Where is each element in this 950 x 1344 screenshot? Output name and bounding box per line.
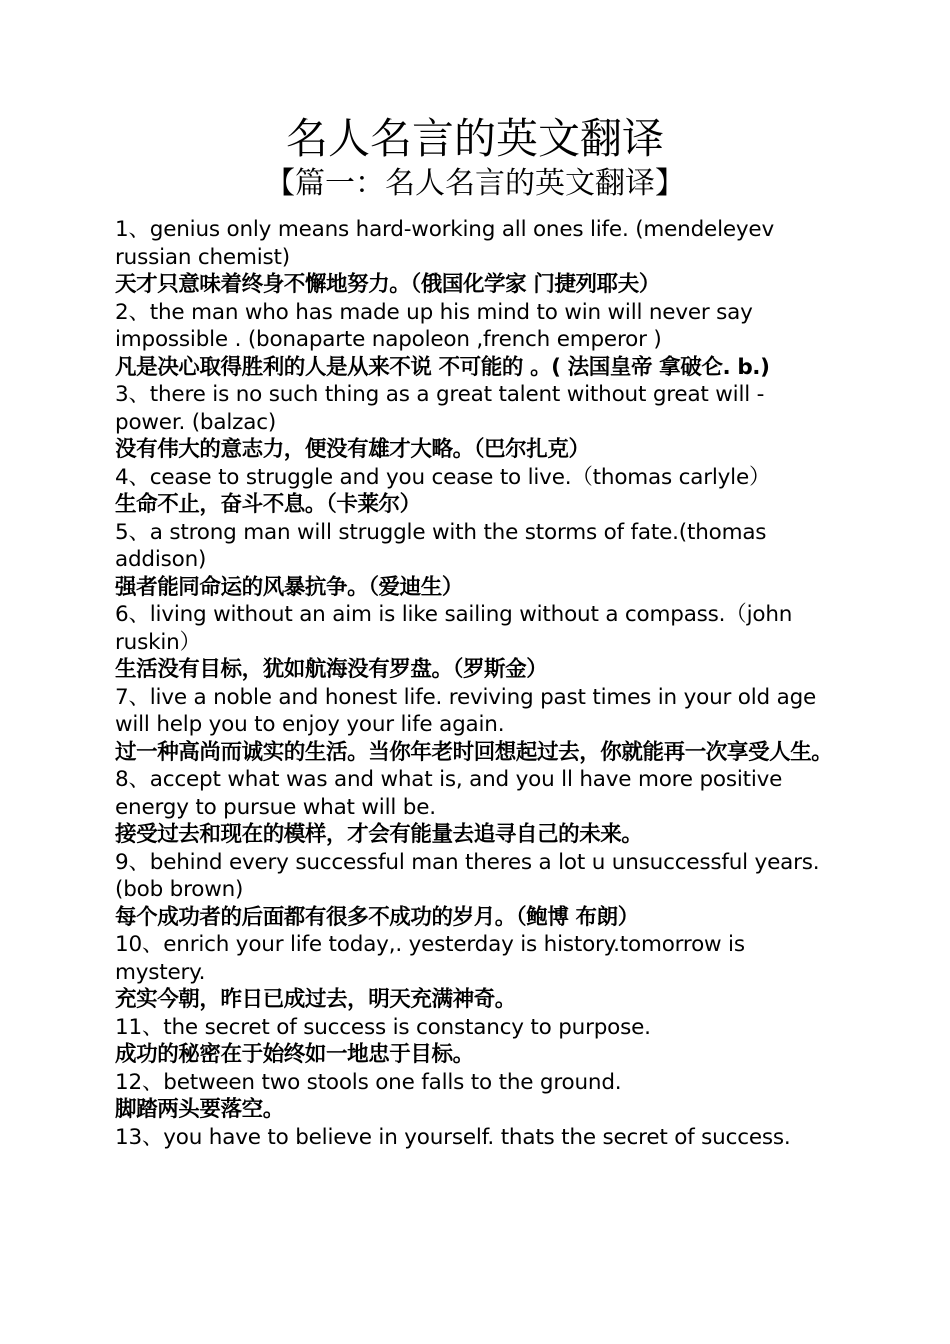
quote-english: 2、the man who has made up his mind to win will never say impossible . (bonaparte napoleon ,french emperor ): [115, 299, 753, 352]
quote-chinese: 成功的秘密在于始终如一地忠于目标。: [115, 1042, 474, 1067]
quote-chinese: 过一种高尚而诚实的生活。当你年老时回想起过去，你就能再一次享受人生。: [115, 739, 833, 765]
quote-chinese: 凡是决心取得胜利的人是从来不说 不可能的 。( 法国皇帝 拿破仑. b.): [115, 354, 770, 380]
quote-english: 3、there is no such thing as a great talent without great will - power. (balzac): [115, 382, 765, 435]
quote-english: 7、live a noble and honest life. reviving past times in your old age will help you to enjoy your life again.: [115, 684, 817, 737]
quote-english: 5、a strong man will struggle with the storms of fate.(thomas addison): [115, 519, 767, 572]
quote-item: [115, 381, 840, 464]
quote-item: [115, 1014, 840, 1069]
quote-chinese: 充实今朝，昨日已成过去，明天充满神奇。: [115, 987, 516, 1012]
quote-english: 11、the secret of success is constancy to purpose.: [115, 1014, 651, 1040]
quote-english: 9、behind every successful man theres a lot u unsuccessful years. (bob brown): [115, 849, 820, 902]
quote-item: [115, 684, 840, 767]
quote-item: [115, 1124, 840, 1152]
quote-list: [115, 216, 840, 1151]
quote-english: 1、genius only means hard-working all ones life. (mendeleyev russian chemist): [115, 217, 774, 270]
document-title: 名人名言的英文翻译: [285, 114, 664, 163]
quote-chinese: 接受过去和现在的模样，才会有能量去追寻自己的未来。: [115, 822, 643, 847]
quote-item: [115, 464, 840, 519]
quote-english: 8、accept what was and what is, and you ll have more positive energy to pursue what will be.: [115, 767, 783, 820]
quote-item: [115, 766, 840, 849]
quote-chinese: 没有伟大的意志力，便没有雄才大略。（巴尔扎克）: [115, 437, 590, 462]
quote-chinese: 生活没有目标，犹如航海没有罗盘。（罗斯金）: [115, 657, 548, 682]
quote-item: [115, 519, 840, 602]
quote-chinese: 生命不止，奋斗不息。（卡莱尔）: [115, 492, 421, 517]
quote-item: [115, 931, 840, 1014]
quote-item: [115, 601, 840, 684]
quote-chinese: 每个成功者的后面都有很多不成功的岁月。（鲍博 布朗）: [115, 904, 639, 930]
quote-item: [115, 299, 840, 382]
quote-item: [115, 1069, 840, 1124]
quote-english: 13、you have to believe in yourself. thats the secret of success.: [115, 1124, 791, 1150]
document-subtitle: 【篇一：名人名言的英文翻译】: [265, 166, 685, 201]
quote-english: 10、enrich your life today,. yesterday is history.tomorrow is mystery.: [115, 932, 745, 985]
quote-english: 4、cease to struggle and you cease to live.（thomas carlyle）: [115, 464, 771, 490]
quote-english: 12、between two stools one falls to the ground.: [115, 1069, 622, 1095]
quote-chinese: 天才只意味着终身不懈地努力。（俄国化学家 门捷列耶夫）: [115, 272, 660, 297]
quote-chinese: 强者能同命运的风暴抗争。（爱迪生）: [115, 574, 463, 600]
quote-english: 6、living without an aim is like sailing without a compass.（john ruskin）: [115, 602, 793, 655]
quote-chinese: 脚踏两头要落空。: [115, 1097, 284, 1122]
quote-item: [115, 216, 840, 299]
quote-item: [115, 849, 840, 932]
